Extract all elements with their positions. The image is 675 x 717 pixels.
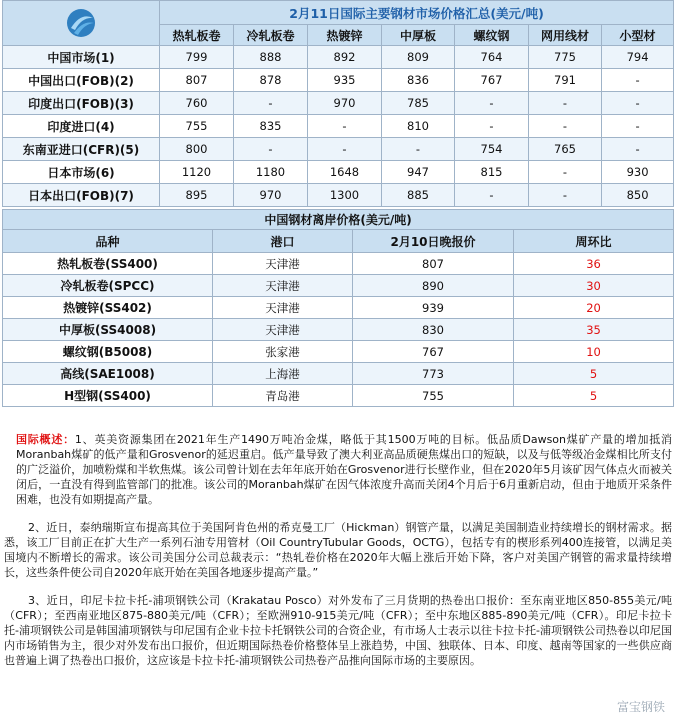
table-row <box>3 138 674 161</box>
price-cell: 895 <box>160 184 234 207</box>
price-cell: 785 <box>382 92 455 115</box>
price-cell: 807 <box>353 253 514 275</box>
change-cell: 30 <box>514 275 674 297</box>
column-header: 小型材 <box>602 25 674 46</box>
price-cell: - <box>529 92 602 115</box>
change-cell: 35 <box>514 319 674 341</box>
price-cell: 890 <box>353 275 514 297</box>
price-cell: 755 <box>353 385 514 407</box>
column-header: 2月10日晚报价 <box>353 230 514 253</box>
column-header: 周环比 <box>514 230 674 253</box>
price-cell: 892 <box>308 46 382 69</box>
row-label: 日本出口(FOB)(7) <box>3 184 160 207</box>
table-row <box>3 385 674 407</box>
overview-paragraph: 2、近日，泰纳瑞斯宣布提高其位于美国阿肯色州的希克曼工厂（Hickman）钢管产量，以满足美国制造业持续增长的钢材需求。据悉，该工厂目前正在扩大生产一系列石油专用管材（Oil CountryTubular Goods，OCTG），包括专有的楔形系列400连接管，以满足美国境内不断增长的需求。该公司美国分公司总裁表示：“热轧卷价格在2020年大幅上涨后开始下降，客户对美国产钢管的需求量持续增长，这些条件使公司自2020年底开始在美国各地逐步提高产量。” <box>4 521 672 579</box>
port-table <box>2 209 674 407</box>
price-cell: 939 <box>353 297 514 319</box>
price-cell: 885 <box>382 184 455 207</box>
product-cell: H型钢(SS400) <box>3 385 213 407</box>
table-row <box>3 319 674 341</box>
price-cell: 1180 <box>234 161 308 184</box>
price-cell: 760 <box>160 92 234 115</box>
table-row <box>3 184 674 207</box>
price-cell: - <box>529 184 602 207</box>
product-cell: 螺纹钢(B5008) <box>3 341 213 363</box>
table-row <box>3 341 674 363</box>
overview-text: 1、英美资源集团在2021年生产1490万吨冶金煤，略低于其1500万吨的目标。低品质Dawson煤矿产量的增加抵消Moranbah煤矿的低产量和Grosvenor的延迟重启。低产量导致了澳大利亚高品质硬焦煤出口的短缺，以及与低等级冶金煤相比所支付的广泛溢价，加喷粉煤和半软焦煤。该公司曾计划在去年年底开始在Grosvenor进行长壁作业，但在2020年5月该矿因气体点火而被关闭后，一直没有得到监管部门的批准。该公司的Moranbah煤矿在因气体浓度升高而关闭4个月后于6月重新启动，但由于地质开采条件困难，也没有如期提高产量。 <box>16 433 673 506</box>
price-cell: 878 <box>234 69 308 92</box>
port-table-header <box>3 230 674 253</box>
product-cell: 中厚板(SS4008) <box>3 319 213 341</box>
price-cell: 836 <box>382 69 455 92</box>
column-header: 品种 <box>3 230 213 253</box>
column-header: 网用线材 <box>529 25 602 46</box>
logo-icon <box>66 8 96 38</box>
price-cell: 794 <box>602 46 674 69</box>
price-cell: - <box>529 161 602 184</box>
overview-lead: 国际概述： <box>16 433 75 446</box>
row-label: 印度出口(FOB)(3) <box>3 92 160 115</box>
price-cell: - <box>234 138 308 161</box>
price-cell: 850 <box>602 184 674 207</box>
table-row <box>3 115 674 138</box>
price-cell: 765 <box>529 138 602 161</box>
price-cell: 930 <box>602 161 674 184</box>
price-cell: 799 <box>160 46 234 69</box>
price-cell: 767 <box>455 69 529 92</box>
price-cell: 791 <box>529 69 602 92</box>
column-header: 港口 <box>213 230 353 253</box>
price-cell: - <box>602 69 674 92</box>
port-cell: 天津港 <box>213 297 353 319</box>
price-cell: 773 <box>353 363 514 385</box>
table-row <box>3 92 674 115</box>
overview-paragraph <box>4 432 672 507</box>
price-cell: - <box>602 138 674 161</box>
column-header: 热轧板卷 <box>160 25 234 46</box>
price-cell: 835 <box>234 115 308 138</box>
change-cell: 36 <box>514 253 674 275</box>
change-cell: 20 <box>514 297 674 319</box>
price-cell: 947 <box>382 161 455 184</box>
product-cell: 热镀锌(SS402) <box>3 297 213 319</box>
column-header: 冷轧板卷 <box>234 25 308 46</box>
price-cell: 970 <box>308 92 382 115</box>
port-table-body <box>3 253 674 407</box>
row-label: 中国出口(FOB)(2) <box>3 69 160 92</box>
port-cell: 天津港 <box>213 253 353 275</box>
price-cell: - <box>308 115 382 138</box>
product-cell: 冷轧板卷(SPCC) <box>3 275 213 297</box>
port-table-title: 中国钢材离岸价格(美元/吨) <box>3 210 674 230</box>
price-cell: 807 <box>160 69 234 92</box>
port-cell: 上海港 <box>213 363 353 385</box>
change-cell: 10 <box>514 341 674 363</box>
price-cell: 809 <box>382 46 455 69</box>
price-cell: 764 <box>455 46 529 69</box>
price-cell: 810 <box>382 115 455 138</box>
price-cell: - <box>308 138 382 161</box>
overview-section <box>4 432 672 681</box>
price-cell: 800 <box>160 138 234 161</box>
product-cell: 高线(SAE1008) <box>3 363 213 385</box>
column-header: 螺纹钢 <box>455 25 529 46</box>
price-cell: - <box>529 115 602 138</box>
price-cell: - <box>455 92 529 115</box>
port-cell: 天津港 <box>213 319 353 341</box>
price-cell: 815 <box>455 161 529 184</box>
watermark: 富宝钢铁 <box>616 700 665 714</box>
table-row <box>3 253 674 275</box>
price-cell: 755 <box>160 115 234 138</box>
price-table-body <box>3 46 674 207</box>
column-header: 中厚板 <box>382 25 455 46</box>
row-label: 印度进口(4) <box>3 115 160 138</box>
row-label: 日本市场(6) <box>3 161 160 184</box>
price-cell: - <box>602 115 674 138</box>
price-cell: 754 <box>455 138 529 161</box>
price-table <box>2 0 674 207</box>
price-cell: - <box>455 184 529 207</box>
price-cell: 1300 <box>308 184 382 207</box>
price-cell: - <box>382 138 455 161</box>
overview-paragraph: 3、近日，印尼卡拉卡托-浦项钢铁公司（Krakatau Posco）对外发布了三月货期的热卷出口报价：至东南亚地区850-855美元/吨（CFR）；至西南亚地区875-880美元/吨（CFR）；至欧洲910-915美元/吨（CFR）；至中东地区885-890美元/吨（CFR）。印尼卡拉卡托-浦项钢铁公司是韩国浦项钢铁与印尼国有企业卡拉卡托钢铁公司的合资企业，有市场人士表示以往卡拉卡托-浦项钢铁公司热卷以印尼国内市场销售为主，很少对外发布出口报价，但近期国际热卷价格整体呈上涨趋势，中国、独联体、日本、印度、越南等国家的一些供应商也普遍上调了热卷出口报价，这应该是卡拉卡托-浦项钢铁公司热卷产品推向国际市场的主要原因。 <box>4 594 672 667</box>
table-row <box>3 69 674 92</box>
price-table-title: 2月11日国际主要钢材市场价格汇总(美元/吨) <box>160 1 674 25</box>
table-row <box>3 161 674 184</box>
port-cell: 天津港 <box>213 275 353 297</box>
table-row <box>3 297 674 319</box>
port-cell: 张家港 <box>213 341 353 363</box>
price-cell: 970 <box>234 184 308 207</box>
price-cell: 830 <box>353 319 514 341</box>
price-cell: 888 <box>234 46 308 69</box>
price-cell: 767 <box>353 341 514 363</box>
row-label: 中国市场(1) <box>3 46 160 69</box>
change-cell: 5 <box>514 363 674 385</box>
price-cell: 775 <box>529 46 602 69</box>
port-cell: 青岛港 <box>213 385 353 407</box>
table-row <box>3 275 674 297</box>
product-cell: 热轧板卷(SS400) <box>3 253 213 275</box>
logo-cell <box>3 1 160 46</box>
price-cell: - <box>234 92 308 115</box>
row-label: 东南亚进口(CFR)(5) <box>3 138 160 161</box>
price-cell: 1648 <box>308 161 382 184</box>
price-cell: 935 <box>308 69 382 92</box>
price-cell: - <box>455 115 529 138</box>
table-row <box>3 363 674 385</box>
column-header: 热镀锌 <box>308 25 382 46</box>
table-row <box>3 46 674 69</box>
change-cell: 5 <box>514 385 674 407</box>
price-cell: - <box>602 92 674 115</box>
price-cell: 1120 <box>160 161 234 184</box>
